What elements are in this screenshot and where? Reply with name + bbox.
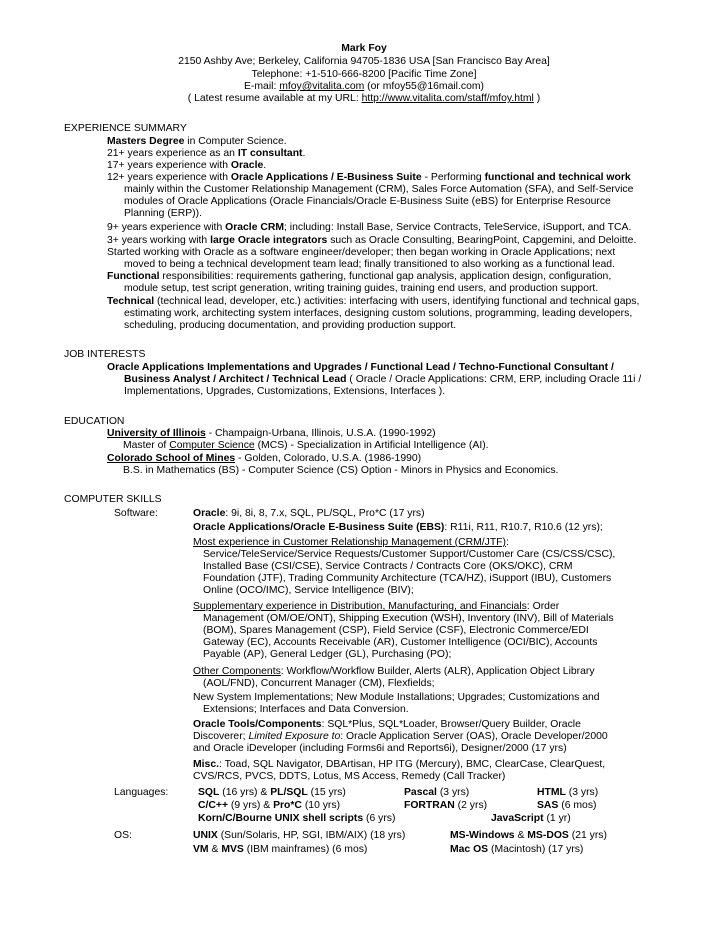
address: 2150 Ashby Ave; Berkeley, California 94705-1836 USA [San Francisco Bay Area] — [178, 56, 550, 67]
language-entry: SAS (6 mos) — [537, 800, 597, 811]
exp-item: Functional responsibilities: requirements gathering, functional gap analysis, application design, configuration, module setup, test script generation, writing training guides, training end users, and production support. — [107, 271, 612, 294]
exp-item: Masters Degree in Computer Science. — [107, 136, 287, 147]
job-interests-heading: JOB INTERESTS — [64, 349, 146, 360]
telephone: Telephone: +1-510-666-8200 [Pacific Time Zone] — [251, 69, 477, 80]
exp-item: 3+ years working with large Oracle integrators such as Oracle Consulting, BearingPoint, Capgemini, and Deloitte. — [107, 235, 637, 246]
software-label: Software: — [114, 508, 158, 519]
degree-1: Master of Computer Science (MCS) - Specialization in Artificial Intelligence (AI). — [123, 440, 489, 451]
skill-entry: Most experience in Customer Relationship Management (CRM/JTF): Service/TeleService/Service Requests/Customer Support/Customer Care (CS/CSS/CSC), Installed Base (CSI/CSE), Service Contracts / Contracts Core (OKS/OKC), CRM Foundation (JTF), Trading Community Architecture (TCA/HZ), iSupport (IBU), Customers Online (OCO/IMC), Service Intelligence (BIV); — [193, 537, 616, 596]
resume-name: Mark Foy — [341, 43, 387, 54]
exp-item: Started working with Oracle as a software engineer/developer; then began working in Oracle Applications; next moved to being a technical development team lead; finally transitioned to also working as a functional lead. — [107, 247, 616, 270]
exp-item: 21+ years experience as an IT consultant. — [107, 148, 306, 159]
url-line: ( Latest resume available at my URL: http://www.vitalita.com/staff/mfoy.html ) — [187, 93, 541, 104]
language-entry: SQL (16 yrs) & PL/SQL (15 yrs) — [198, 787, 346, 798]
exp-item: 17+ years experience with Oracle. — [107, 160, 267, 171]
resume-url-link[interactable]: http://www.vitalita.com/staff/mfoy.html — [361, 93, 534, 104]
job-interests-text: Oracle Applications Implementations and Upgrades / Functional Lead / Techno-Functional Consultant / Business Analyst / Architect / Technical Lead ( Oracle / Oracle Applications: CRM, ERP, including Oracle 11i / Implementations, Upgrades, Customizations, Extensions, Interfaces ). — [107, 362, 642, 397]
exp-item: 12+ years experience with Oracle Applications / E-Business Suite - Performing functional and technical work mainly within the Customer Relationship Management (CRM), Sales Force Automation (SFA), and Self-Service modules of Oracle Applications (Oracle Financials/Oracle E-Business Suite (eBS) for Enterprise Resource Planning (ERP)). — [107, 172, 634, 219]
exp-item: 9+ years experience with Oracle CRM; including: Install Base, Service Contracts, TeleService, iSupport, and TCA. — [107, 222, 632, 233]
language-entry: Korn/C/Bourne UNIX shell scripts (6 yrs) — [198, 813, 396, 824]
language-entry: HTML (3 yrs) — [537, 787, 599, 798]
language-entry: JavaScript (1 yr) — [491, 813, 571, 824]
os-entry: VM & MVS (IBM mainframes) (6 mos) — [193, 844, 368, 855]
email-line: E-mail: mfoy@vitalita.com (or mfoy55@16mail.com) — [244, 81, 484, 92]
skill-entry: Other Components: Workflow/Workflow Builder, Alerts (ALR), Application Object Library (AOL/FND), Concurrent Manager (CM), Flexfields; — [193, 666, 595, 689]
exp-item: Technical (technical lead, developer, etc.) activities: interfacing with users, identifying functional and technical gaps, estimating work, architecting system interfaces, designing custom solutions, programming, leading developers, scheduling, producing documentation, and providing production support. — [107, 296, 640, 331]
language-entry: FORTRAN (2 yrs) — [404, 800, 488, 811]
languages-label: Languages: — [114, 787, 169, 798]
os-label: OS: — [114, 830, 132, 841]
degree-2: B.S. in Mathematics (BS) - Computer Science (CS) Option - Minors in Physics and Economics. — [123, 465, 559, 476]
education-heading: EDUCATION — [64, 416, 125, 427]
computer-skills-heading: COMPUTER SKILLS — [64, 494, 162, 505]
skill-entry: New System Implementations; New Module Installations; Upgrades; Customizations and Extensions; Interfaces and Data Conversion. — [193, 692, 600, 715]
language-entry: Pascal (3 yrs) — [404, 787, 470, 798]
os-entry: Mac OS (Macintosh) (17 yrs) — [450, 844, 584, 855]
skill-entry: Oracle: 9i, 8i, 8, 7.x, SQL, PL/SQL, Pro*C (17 yrs) — [193, 508, 425, 519]
skill-entry: Supplementary experience in Distribution, Manufacturing, and Financials: Order Management (OM/OE/ONT), Shipping Execution (WSH), Inventory (INV), Bill of Materials (BOM), Spares Management (CSP), Field Service (CSF), Electronic Commerce/EDI Gateway (EC), Accounts Receivable (AR), Customer Intelligence (OCI/BIC), Accounts Payable (AP), General Ledger (GL), Purchasing (PO); — [193, 601, 614, 660]
os-entry: MS-Windows & MS-DOS (21 yrs) — [450, 830, 607, 841]
skill-entry: Misc.: Toad, SQL Navigator, DBArtisan, HP ITG (Mercury), BMC, ClearCase, ClearQuest, CVS/RCS, PVCS, DDTS, Lotus, MS Access, Remedy (Call Tracker) — [193, 759, 606, 782]
skill-entry: Oracle Tools/Components: SQL*Plus, SQL*Loader, Browser/Query Builder, Oracle Discoverer; Limited Exposure to: Oracle Application Server (OAS), Oracle Developer/2000 and Oracle iDeveloper (including Forms6i and Reports6i), Designer/2000 (17 yrs) — [193, 719, 608, 754]
experience-heading: EXPERIENCE SUMMARY — [64, 123, 187, 134]
school-2: Colorado School of Mines - Golden, Colorado, U.S.A. (1986-1990) — [107, 453, 422, 464]
language-entry: C/C++ (9 yrs) & Pro*C (10 yrs) — [198, 800, 341, 811]
school-1: University of Illinois - Champaign-Urbana, Illinois, U.S.A. (1990-1992) — [107, 428, 436, 439]
email-link[interactable]: mfoy@vitalita.com — [279, 81, 365, 92]
skill-entry: Oracle Applications/Oracle E-Business Suite (EBS): R11i, R11, R10.7, R10.6 (12 yrs); — [193, 522, 603, 533]
os-entry: UNIX (Sun/Solaris, HP, SGI, IBM/AIX) (18 yrs) — [193, 830, 406, 841]
